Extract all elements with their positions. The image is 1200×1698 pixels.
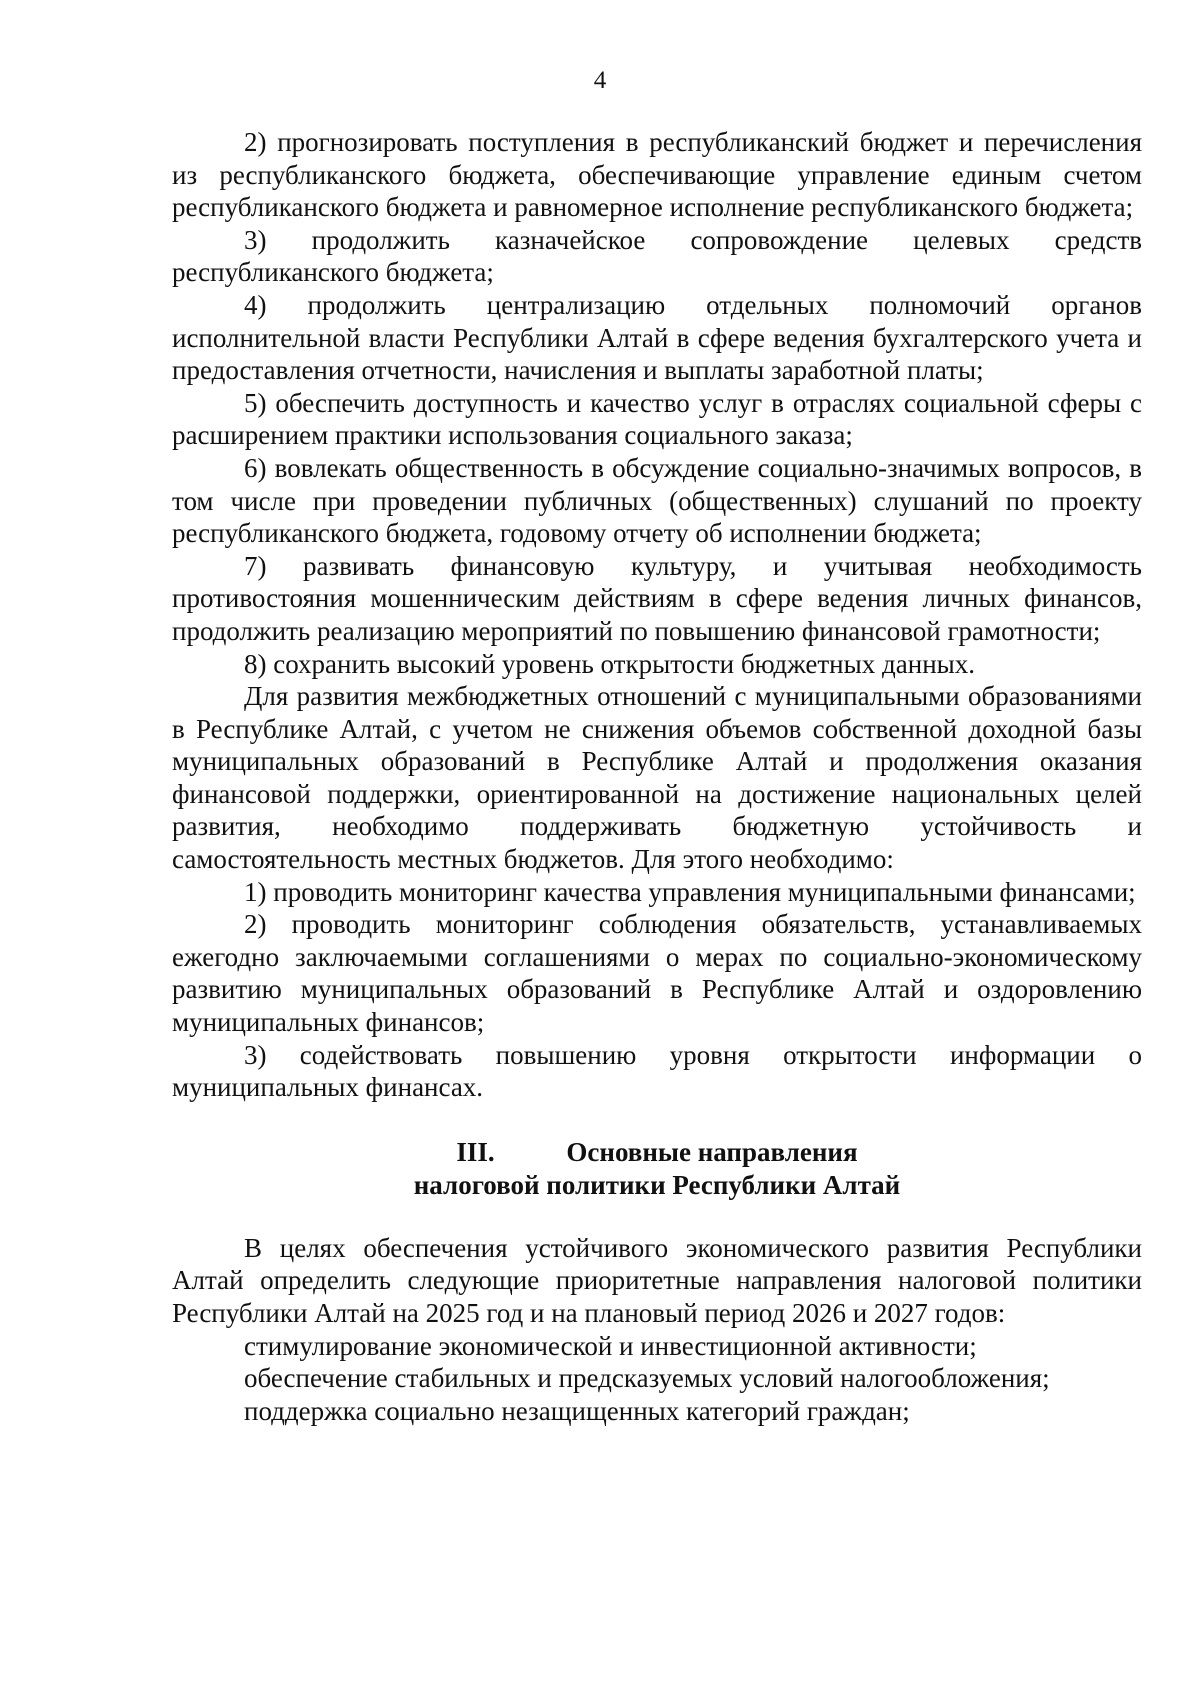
section-heading — [172, 1136, 1142, 1202]
list-item: 4) продолжить централизацию отдельных полномочий органов исполнительной власти Республики Алтай в сфере ведения бухгалтерского учета и предоставления отчетности, начисления и выплаты заработной платы; — [172, 289, 1142, 386]
list-item: 2) прогнозировать поступления в республиканский бюджет и перечисления из республиканского бюджета, обеспечивающие управление единым счетом республиканского бюджета и равномерное исполнение республиканского бюджета; — [172, 127, 1142, 223]
list-item: 6) вовлекать общественность в обсуждение социально-значимых вопросов, в том числе при проведении публичных (общественных) слушаний по проекту республиканского бюджета, годовому отчету об исполнении бюджета; — [172, 452, 1142, 549]
section-title-line-2: налоговой политики Республики Алтай — [413, 1169, 901, 1200]
list-item: 3) содействовать повышению уровня открытости информации о муниципальных финансах. — [172, 1039, 1142, 1103]
document-body — [172, 126, 1142, 1427]
list-item: стимулирование экономической и инвестиционной активности; — [244, 1330, 977, 1361]
list-item: 2) проводить мониторинг соблюдения обязательств, устанавливаемых ежегодно заключаемыми соглашениями о мерах по социально-экономическому развитию муниципальных образований в Республике Алтай и оздоровлению муниципальных финансов; — [172, 909, 1142, 1038]
list-item: 8) сохранить высокий уровень открытости бюджетных данных. — [244, 648, 976, 679]
list-item: 5) обеспечить доступность и качество услуг в отраслях социальной сферы с расширением практики использования социального заказа; — [172, 387, 1142, 451]
list-item: 1) проводить мониторинг качества управления муниципальными финансами; — [244, 876, 1136, 907]
section-title-line-1: Основные направления — [566, 1136, 858, 1167]
tax-policy-paragraph: В целях обеспечения устойчивого экономического развития Республики Алтай определить следующие приоритетные направления налоговой политики Республики Алтай на 2025 год и на плановый период 2026 и 2027 годов: — [172, 1232, 1142, 1328]
list-item: поддержка социально незащищенных категорий граждан; — [244, 1395, 910, 1426]
list-item: обеспечение стабильных и предсказуемых условий налогообложения; — [244, 1363, 1050, 1394]
section-heading-line-1 — [172, 1136, 1142, 1169]
intergovernmental-paragraph: Для развития межбюджетных отношений с муниципальными образованиями в Республике Алтай, с учетом не снижения объемов собственной доходной базы муниципальных образований в Республике Алтай и продолжения оказания финансовой поддержки, ориентированной на достижение национальных целей развития, необходимо поддерживать бюджетную устойчивость и самостоятельность местных бюджетов. Для этого необходимо: — [172, 681, 1142, 875]
page-number: 4 — [593, 67, 607, 94]
list-item: 7) развивать финансовую культуру, и учитывая необходимость противостояния мошенническим действиям в сфере ведения личных финансов, продолжить реализацию мероприятий по повышению финансовой грамотности; — [172, 550, 1142, 646]
section-number: III. — [456, 1136, 495, 1167]
list-item: 3) продолжить казначейское сопровождение целевых средств республиканского бюджета; — [172, 224, 1142, 288]
